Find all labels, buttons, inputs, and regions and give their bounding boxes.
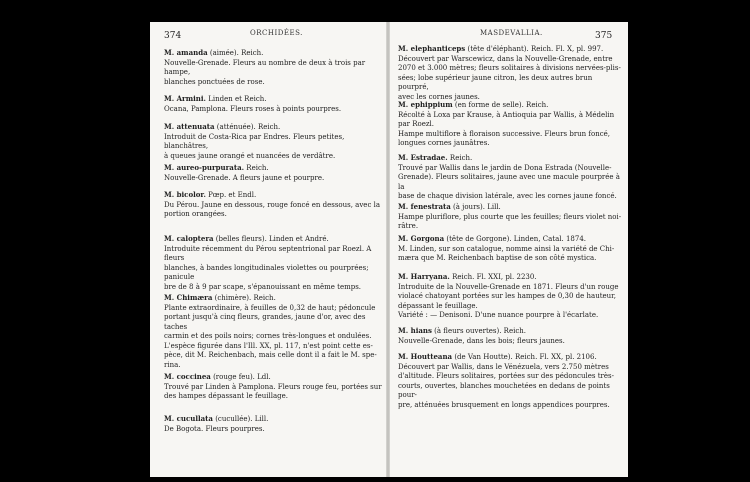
- species-citation: (cucullée). Lill.: [215, 415, 269, 423]
- description-line: courts, ouvertes, blanches mouchetées en dedans de points pour-: [398, 381, 610, 399]
- species-citation: Reich. Fl. XXI, pl. 2230.: [452, 273, 537, 281]
- entry-heading: [164, 190, 382, 201]
- entry-heading: [164, 372, 382, 383]
- species-entry: [164, 414, 382, 434]
- species-citation: Pœp. et Endl.: [208, 191, 257, 199]
- entry-heading: [164, 414, 382, 425]
- species-entry: [398, 153, 622, 202]
- species-entry: [164, 234, 382, 292]
- entry-heading: [164, 48, 382, 59]
- description-line: rina.: [164, 360, 181, 369]
- description-line: blanches, à bandes longitudinales violettes ou pourprées; panicule: [164, 263, 369, 281]
- description-line: bre de 8 à 9 par scape, s'épanouissant en même temps.: [164, 282, 362, 291]
- species-entry: [398, 100, 622, 149]
- species-entry: [398, 272, 622, 321]
- species-entry: [164, 94, 382, 114]
- species-entry: [164, 163, 382, 183]
- species-citation: (rouge feu). Ldl.: [213, 373, 271, 381]
- species-citation: Linden et Reich.: [208, 95, 267, 103]
- entry-heading: [398, 352, 622, 363]
- species-name: M. bicolor.: [164, 190, 206, 199]
- species-citation: (à fleurs ouvertes). Reich.: [434, 327, 526, 335]
- species-citation: (tête d'éléphant). Reich. Fl. X, pl. 997.: [467, 45, 604, 53]
- species-name: M. Armini.: [164, 94, 206, 103]
- description-line: portion orangées.: [164, 210, 227, 218]
- description-line: Introduite récemment du Pérou septentrional par Roezl. A fleurs: [164, 244, 372, 262]
- description-line: Introduit de Costa-Rica par Endres. Fleurs petites, blanchâtres,: [164, 132, 345, 150]
- description-line: d'altitude. Fleurs solitaires, portées sur des pédoncules très-: [398, 372, 614, 380]
- entry-heading: [164, 122, 382, 133]
- description-line: Du Pérou. Jaune en dessous, rouge foncé en dessous, avec la: [164, 200, 381, 209]
- species-citation: Reich.: [246, 164, 269, 172]
- entry-heading: [164, 234, 382, 245]
- description-line: mæra que M. Reichenbach baptise de son côté mystica.: [398, 254, 597, 262]
- species-entry: [164, 122, 382, 161]
- description-line: pèce, dit M. Reichenbach, mais celle dont il a fait le M. spe-: [164, 351, 377, 359]
- entry-heading: [164, 293, 382, 304]
- description-line: Plante extraordinaire, à feuilles de 0,32 de haut; pédoncule: [164, 303, 376, 312]
- entry-heading: [398, 326, 622, 337]
- species-name: M. Houtteana: [398, 352, 453, 361]
- description-line: Grenade). Fleurs solitaires, jaune avec une macule pourprée à la: [398, 173, 620, 191]
- description-line: Nouvelle-Grenade, dans les bois; fleurs jaunes.: [398, 336, 565, 345]
- description-line: 2070 et 3.000 mètres; fleurs solitaires à divisions nervées-plis-: [398, 64, 621, 72]
- species-citation: (chimère). Reich.: [214, 294, 276, 302]
- species-citation: (en forme de selle). Reich.: [454, 101, 549, 109]
- species-citation: (belles fleurs). Linden et André.: [215, 235, 329, 243]
- description-line: Ocana, Pamplona. Fleurs roses à points pourpres.: [164, 104, 342, 113]
- description-line: avec les cornes jaunes.: [398, 92, 480, 101]
- description-line: violacé chatoyant portées sur les hampes de 0,30 de hauteur,: [398, 292, 616, 300]
- species-citation: (de Van Houtte). Reich. Fl. XX, pl. 2106.: [454, 353, 597, 361]
- entry-heading: [398, 272, 622, 283]
- description-line: dépassant le feuillage.: [398, 301, 478, 310]
- page-number: 374: [164, 31, 182, 41]
- entry-heading: [398, 44, 622, 55]
- description-line: par Roezl.: [398, 120, 435, 128]
- species-citation: (aimée). Reich.: [209, 49, 264, 57]
- entry-heading: [398, 202, 622, 213]
- species-citation: (tête de Gorgone). Linden, Catal. 1874.: [446, 235, 587, 243]
- right-page: [390, 22, 628, 477]
- species-name: M. attenuata: [164, 122, 215, 131]
- open-book: [150, 22, 628, 477]
- species-name: M. elephanticeps: [398, 44, 466, 53]
- description-line: Découvert par Warscewicz, dans la Nouvelle-Grenade, entre: [398, 54, 613, 63]
- description-line: M. Linden, sur son catalogue, nomme ainsi la variété de Chi-: [398, 244, 615, 253]
- page-number: 375: [595, 31, 613, 41]
- description-line: base de chaque division latérale, avec les cornes jaune foncé.: [398, 192, 617, 200]
- entry-heading: [398, 100, 622, 111]
- description-line: Hampe multiflore à floraison successive. Fleurs brun foncé,: [398, 129, 611, 138]
- description-line: râtre.: [398, 222, 419, 230]
- description-line: à queues jaune orangé et nuancées de verdâtre.: [164, 151, 336, 160]
- species-entry: [398, 44, 622, 102]
- species-entry: [164, 293, 382, 370]
- species-entry: [164, 48, 382, 87]
- description-line: Récolté à Loxa par Krause, à Antioquia par Wallis, à Médelin: [398, 110, 615, 119]
- species-name: M. amanda: [164, 48, 208, 57]
- description-line: De Bogota. Fleurs pourpres.: [164, 424, 265, 433]
- description-line: Trouvé par Wallis dans le jardin de Dona Estrada (Nouvelle-: [398, 163, 612, 172]
- description-line: L'espèce figurée dans l'Ill. XX, pl. 117, n'est point cette es-: [164, 341, 373, 350]
- species-entry: [398, 234, 622, 264]
- species-entry: [398, 202, 622, 232]
- species-citation: (à jours). Lill.: [453, 203, 501, 211]
- entry-heading: [398, 234, 622, 245]
- description-line: blanches ponctuées de rose.: [164, 77, 265, 86]
- running-head: ORCHIDÉES.: [250, 29, 303, 37]
- species-name: M. Estradae.: [398, 153, 448, 162]
- running-head: MASDEVALLIA.: [480, 29, 543, 37]
- species-entry: [398, 352, 622, 410]
- entry-heading: [164, 94, 382, 105]
- description-line: Nouvelle-Grenade. A fleurs jaune et pourpre.: [164, 173, 325, 182]
- description-line: Trouvé par Linden à Pamplona. Fleurs rouge feu, portées sur: [164, 382, 382, 391]
- description-line: Hampe pluriflore, plus courte que les feuilles; fleurs violet noi-: [398, 212, 622, 221]
- species-citation: Reich.: [449, 154, 473, 162]
- description-line: Introduite de la Nouvelle-Grenade en 1871. Fleurs d'un rouge: [398, 282, 619, 291]
- species-citation: (atténuée). Reich.: [216, 123, 281, 131]
- entry-heading: [398, 153, 622, 164]
- description-line: Nouvelle-Grenade. Fleurs au nombre de deux à trois par hampe,: [164, 58, 366, 76]
- species-entry: [398, 326, 622, 346]
- species-name: M. aureo-purpurata.: [164, 163, 245, 172]
- species-name: M. coccinea: [164, 372, 211, 381]
- species-name: M. caloptera: [164, 234, 214, 243]
- species-name: M. ephippium: [398, 100, 453, 109]
- species-name: M. Harryana.: [398, 272, 450, 281]
- description-line: carmin et des poils noirs; cornes très-longues et ondulées.: [164, 332, 372, 340]
- description-line: Découvert par Wallis, dans le Vénézuela, vers 2.750 mètres: [398, 362, 609, 371]
- species-name: M. cucullata: [164, 414, 213, 423]
- description-line: sées; lobe supérieur jaune citron, les deux autres brun pourpré,: [398, 73, 593, 91]
- description-line: des hampes dépassant le feuillage.: [164, 392, 288, 400]
- left-page: [150, 22, 386, 477]
- description-line: portant jusqu'à cinq fleurs, grandes, jaune d'or, avec des taches: [164, 313, 366, 331]
- species-name: M. fenestrata: [398, 202, 451, 211]
- species-name: M. hians: [398, 326, 432, 335]
- description-line: Variété : — Denisoni. D'une nuance pourpre à l'écarlate.: [398, 311, 599, 319]
- species-entry: [164, 190, 382, 220]
- species-entry: [164, 372, 382, 402]
- species-name: M. Gorgona: [398, 234, 445, 243]
- description-line: longues cornes jaunâtres.: [398, 139, 490, 147]
- species-name: M. Chimæra: [164, 293, 213, 302]
- description-line: pre, atténuées brusquement en longs appendices pourpres.: [398, 400, 610, 409]
- entry-heading: [164, 163, 382, 174]
